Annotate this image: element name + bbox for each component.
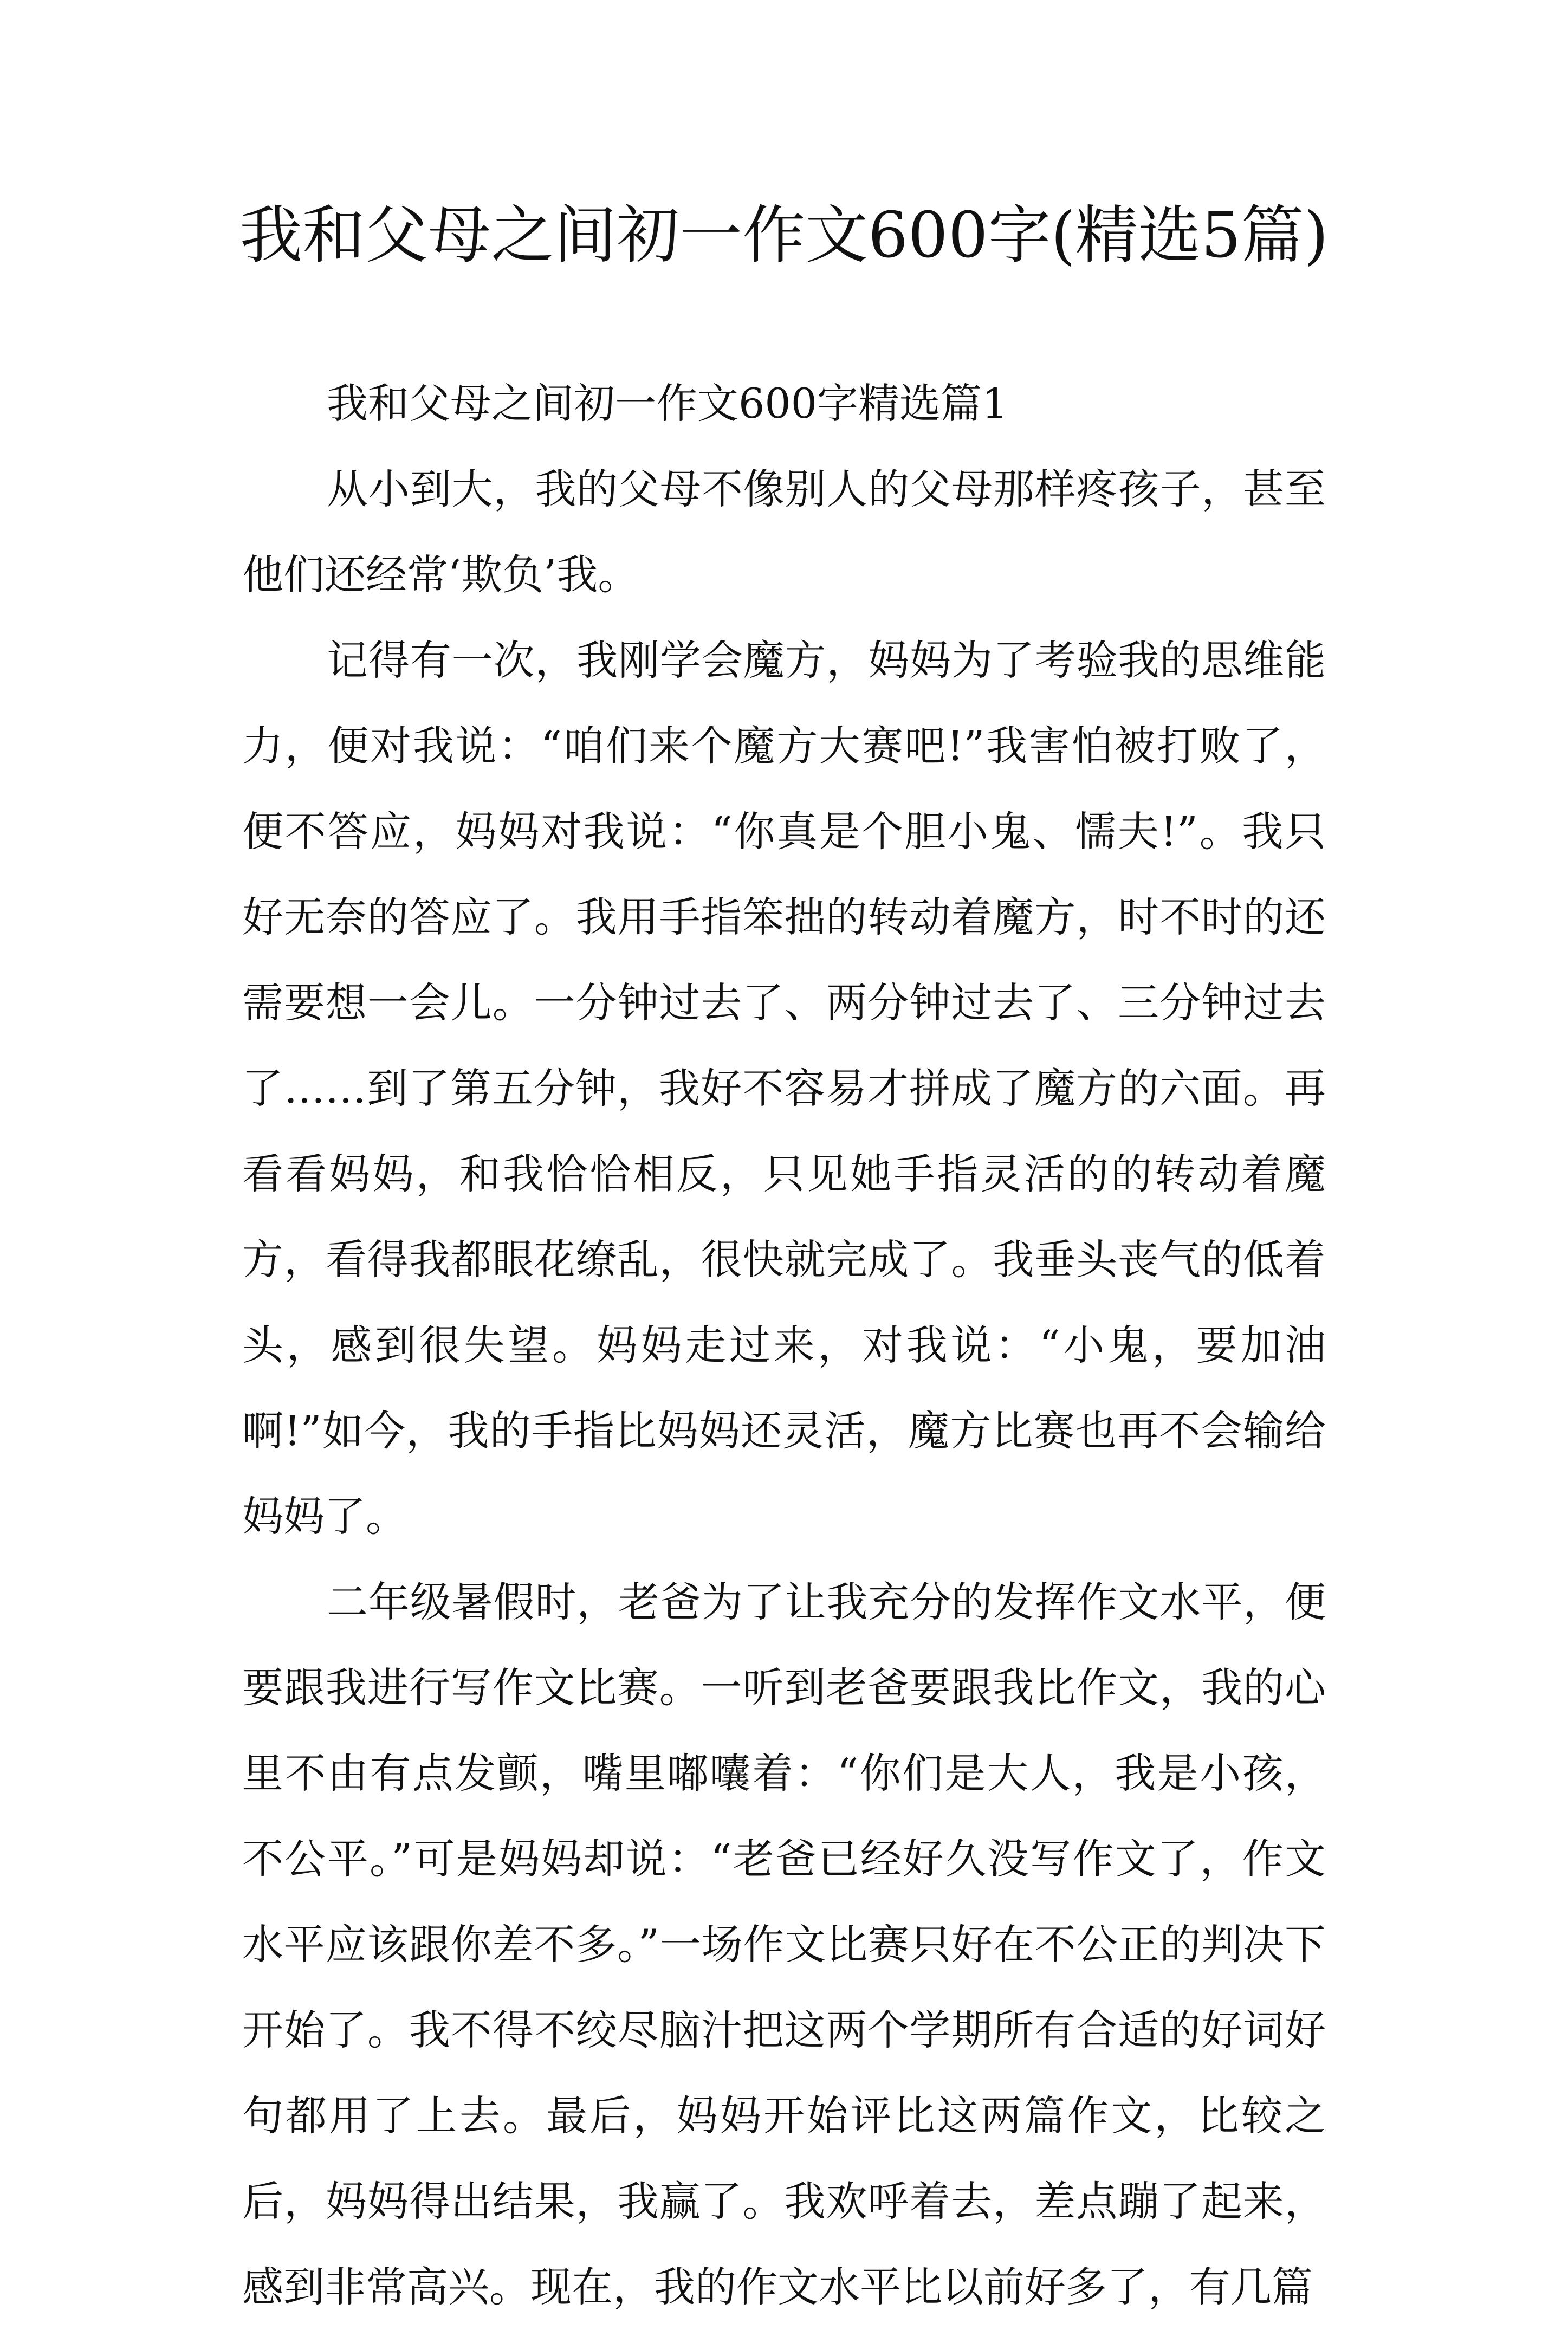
section-heading: 我和父母之间初一作文600字精选篇1: [327, 379, 1008, 428]
paragraph: 二年级暑假时，老爸为了让我充分的发挥作文水平，便要跟我进行写作文比赛。一听到老爸要跟我比作文，我的心里不由有点发颤，嘴里嘟囔着：“你们是大人，我是小孩，不公平。”可是妈妈却说：“老爸已经好久没写作文了，作文水平应该跟你差不多。”一场作文比赛只好在不公正的判决下开始了。我不得不绞尽脑汁把这两个学期所有合适的好词好句都用了上去。最后，妈妈开始评比这两篇作文，比较之后，妈妈得出结果，我赢了。我欢呼着去，差点蹦了起来，感到非常高兴。现在，我的作文水平比以前好多了，有几篇: [242, 1578, 1326, 2311]
document-body: [242, 361, 1326, 2330]
paragraph: 从小到大，我的父母不像别人的父母那样疼孩子，甚至他们还经常‘欺负’我。: [242, 465, 1326, 599]
paragraph: 记得有一次，我刚学会魔方，妈妈为了考验我的思维能力，便对我说：“咱们来个魔方大赛吧!”我害怕被打败了，便不答应，妈妈对我说：“你真是个胆小鬼、懦夫!”。我只好无奈的答应了。我用手指笨拙的转动着魔方，时不时的还需要想一会儿。一分钟过去了、两分钟过去了、三分钟过去了……到了第五分钟，我好不容易才拼成了魔方的六面。再看看妈妈，和我恰恰相反，只见她手指灵活的的转动着魔方，看得我都眼花缭乱，很快就完成了。我垂头丧气的低着头，感到很失望。妈妈走过来，对我说：“小鬼，要加油啊!”如今，我的手指比妈妈还灵活，魔方比赛也再不会输给妈妈了。: [242, 636, 1326, 1541]
document-title: 我和父母之间初一作文600字(精选5篇): [239, 199, 1329, 272]
